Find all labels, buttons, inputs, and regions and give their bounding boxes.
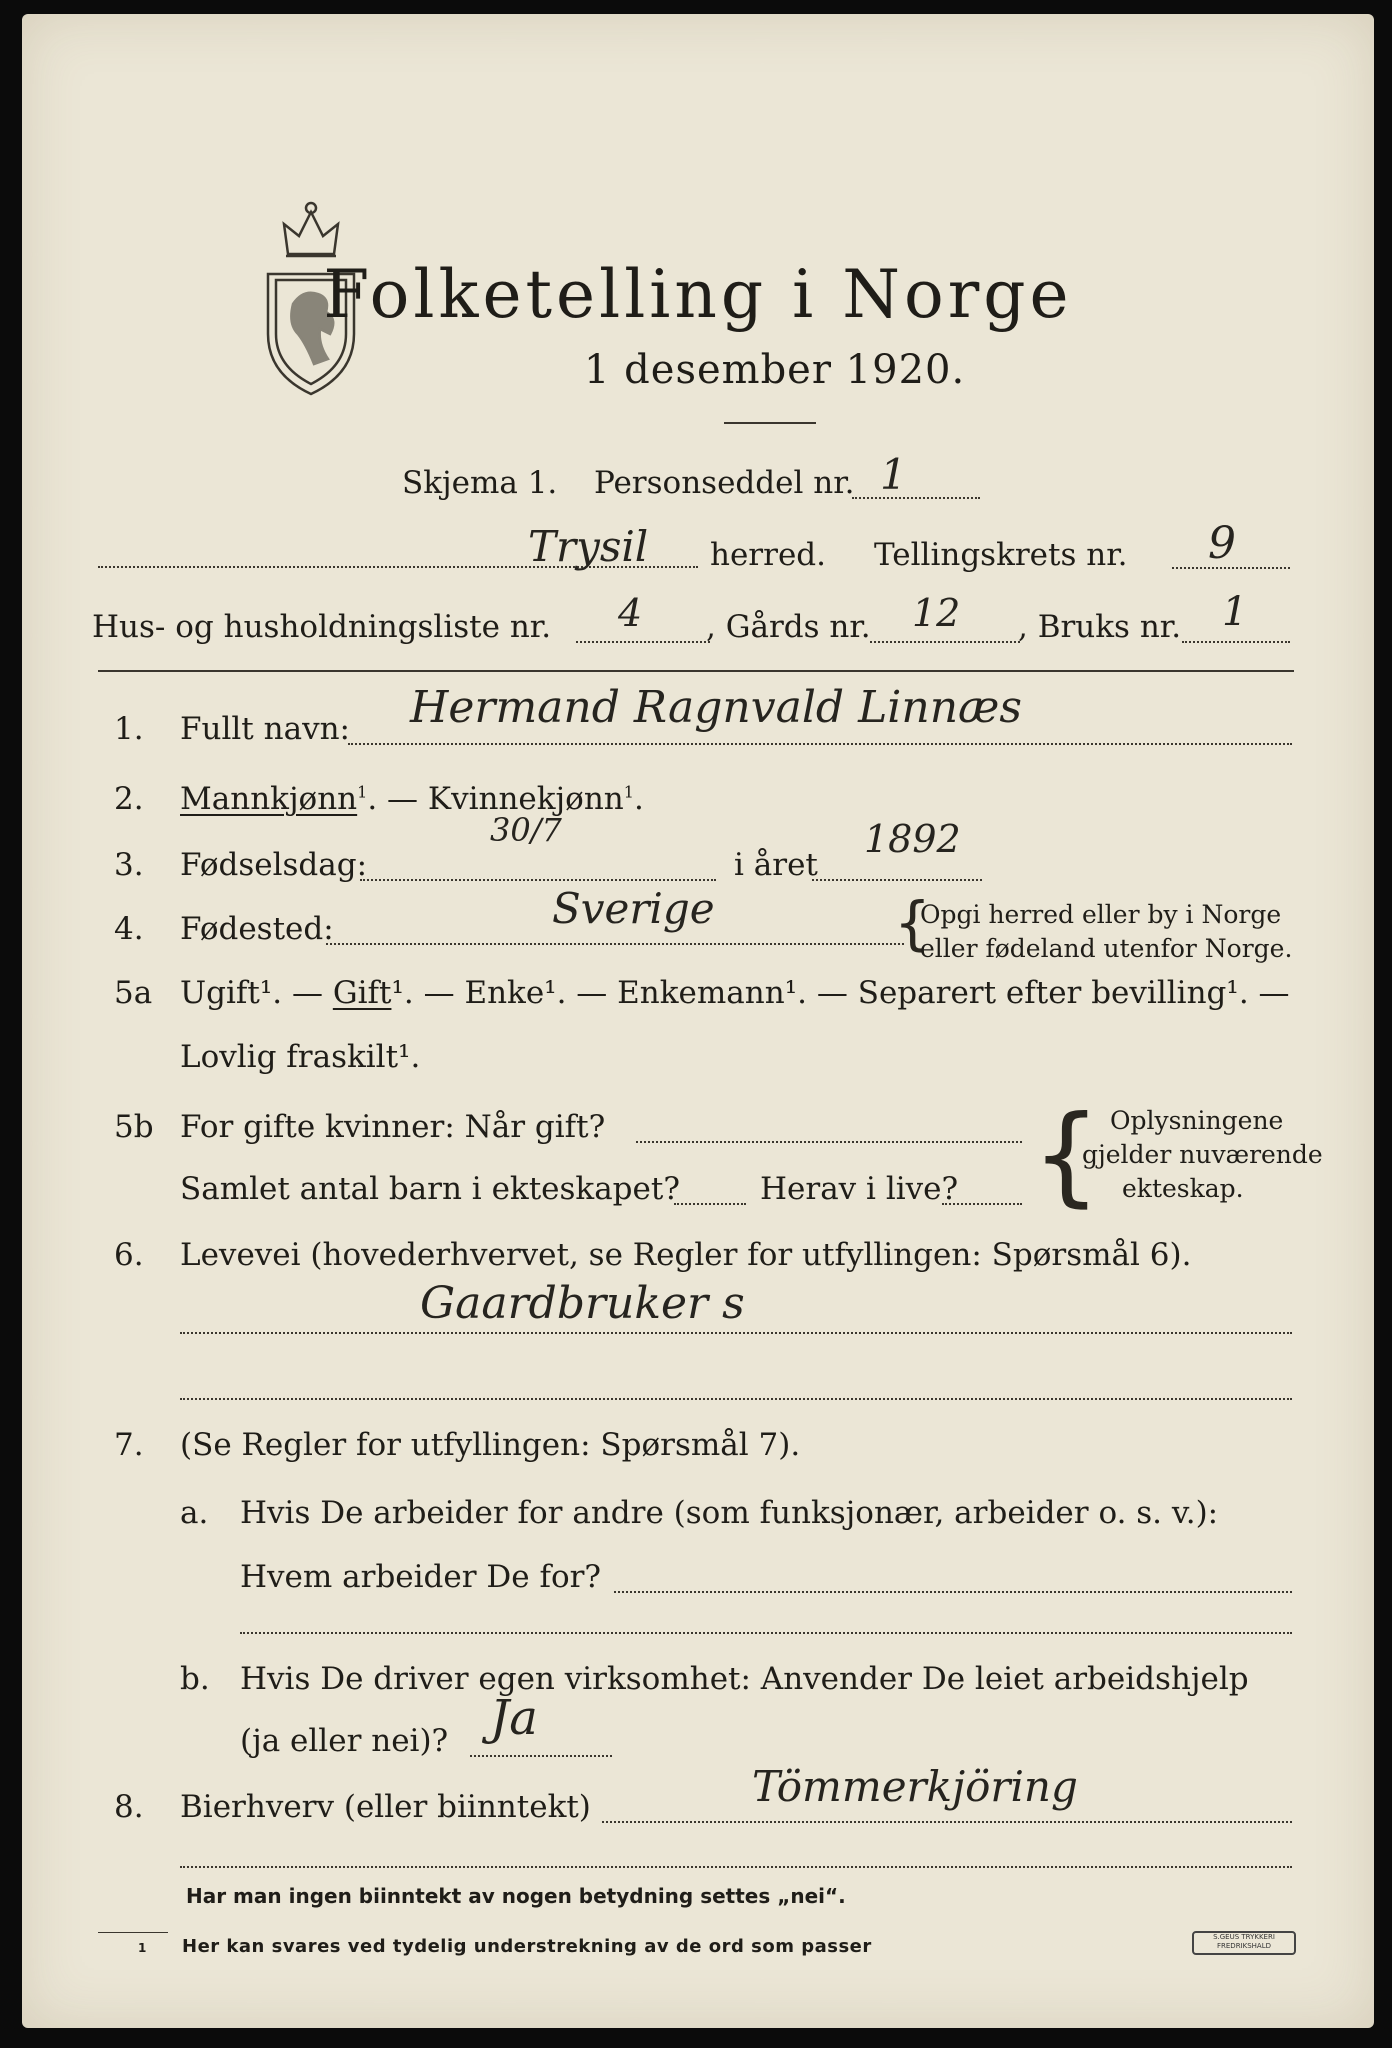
q5b-note-2: gjelder nuværende <box>1082 1140 1323 1169</box>
separator: . <box>633 781 644 817</box>
bruks-value[interactable]: 1 <box>1222 589 1248 635</box>
q6-line-2 <box>180 1398 1292 1400</box>
q5b-note-3: ekteskap. <box>1122 1174 1244 1203</box>
q1-number: 1. <box>114 711 144 747</box>
q8-label: Bierhverv (eller biinntekt) <box>180 1789 591 1825</box>
q5b-number: 5b <box>114 1109 154 1145</box>
q3-number: 3. <box>114 847 144 883</box>
census-form-sheet <box>22 14 1374 2028</box>
q5b-note-1: Oplysningene <box>1110 1106 1284 1135</box>
q7a-line-2 <box>240 1632 1292 1634</box>
title-divider <box>724 422 816 424</box>
q4-label: Fødested: <box>180 911 334 947</box>
q4-note-2: eller fødeland utenfor Norge. <box>920 934 1293 963</box>
q4-number: 4. <box>114 911 144 947</box>
q8-number: 8. <box>114 1789 144 1825</box>
separator: . — <box>367 781 428 817</box>
q5b-label-3: Herav i live? <box>760 1171 959 1207</box>
form-title-block <box>22 256 1374 333</box>
q1-line <box>348 743 1292 745</box>
birth-year-value[interactable]: 1892 <box>864 817 961 861</box>
herred-label: herred. <box>710 537 826 573</box>
q2-sex-options <box>180 781 644 817</box>
husliste-value[interactable]: 4 <box>618 591 643 635</box>
census-date: 1 desember 1920. <box>584 347 966 393</box>
q5b-line-2 <box>674 1203 746 1205</box>
hired-help-value[interactable]: Ja <box>490 1690 538 1746</box>
year-line <box>812 879 982 881</box>
q6-number: 6. <box>114 1237 144 1273</box>
q7b-text-2: (ja eller nei)? <box>240 1723 449 1759</box>
q3-label: Fødselsdag: <box>180 847 368 883</box>
footnote-divider <box>98 1932 168 1933</box>
q7a-line-1 <box>614 1591 1292 1593</box>
option-married[interactable]: Gift <box>332 975 392 1011</box>
separator: ¹. — <box>784 975 858 1011</box>
personseddel-label: Personseddel nr. <box>594 465 855 501</box>
occupation-value[interactable]: Gaardbruker s <box>420 1278 745 1329</box>
q7-label: (Se Regler for utfyllingen: Spørsmål 7). <box>180 1427 801 1463</box>
q7-number: 7. <box>114 1427 144 1463</box>
personseddel-value[interactable]: 1 <box>880 450 907 499</box>
section-divider <box>98 670 1294 672</box>
q5a-options-cont <box>180 1039 421 1075</box>
footnote-mark: 1 <box>138 1941 147 1955</box>
q3-line <box>360 879 716 881</box>
q4-brace: { <box>894 889 931 957</box>
schema-label: Skjema 1. <box>402 465 558 501</box>
birthplace-value[interactable]: Sverige <box>552 884 715 933</box>
q7a-text: Hvis De arbeider for andre (som funksjonær, arbeider o. s. v.): <box>240 1495 1219 1531</box>
herred-value[interactable]: Trysil <box>528 522 649 571</box>
q5a-number: 5a <box>114 975 153 1011</box>
separator: ¹. — <box>391 975 465 1011</box>
q1-label: Fullt navn: <box>180 711 350 747</box>
q5b-line-3 <box>942 1203 1022 1205</box>
q5b-label: For gifte kvinner: Når gift? <box>180 1109 606 1145</box>
q7b-text: Hvis De driver egen virksomhet: Anvender De leiet arbeidshjelp <box>240 1661 1249 1697</box>
q8-line-2 <box>180 1866 1292 1868</box>
q2-number: 2. <box>114 781 144 817</box>
q5b-brace: { <box>1032 1093 1101 1218</box>
q7b-line <box>470 1755 612 1757</box>
husliste-label: Hus- og husholdningsliste nr. <box>92 609 552 645</box>
husliste-line <box>576 641 710 643</box>
gards-line <box>870 641 1020 643</box>
side-income-value[interactable]: Tömmerkjöring <box>752 1762 1078 1811</box>
q6-line-1 <box>180 1332 1292 1334</box>
footnote-text: Her kan svares ved tydelig understrekning av de ord som passer <box>182 1936 872 1957</box>
q8-line-1 <box>602 1821 1292 1823</box>
year-label: i året <box>734 847 818 883</box>
option-male[interactable]: Mannkjønn <box>180 781 358 817</box>
q7a-letter: a. <box>180 1495 209 1531</box>
q7a-text-2: Hvem arbeider De for? <box>240 1559 602 1595</box>
option-unmarried[interactable]: Ugift <box>180 975 260 1011</box>
separator: ¹. <box>398 1039 421 1075</box>
page-title: Folketelling i Norge <box>323 256 1073 333</box>
option-female[interactable]: Kvinnekjønn <box>427 781 624 817</box>
stamp-line-1: S.GEUS TRYKKERI <box>1213 1933 1275 1941</box>
printer-stamp <box>1192 1931 1296 1955</box>
bruks-label: , Bruks nr. <box>1018 609 1182 645</box>
separator: ¹. — <box>1226 975 1290 1011</box>
gards-value[interactable]: 12 <box>912 591 961 635</box>
separator: ¹. — <box>544 975 618 1011</box>
footnote-ref: 1 <box>623 782 634 802</box>
q6-label: Levevei (hovederhvervet, se Regler for utfyllingen: Spørsmål 6). <box>180 1237 1192 1273</box>
option-widower[interactable]: Enkemann <box>617 975 785 1011</box>
option-separated[interactable]: Separert efter bevilling <box>857 975 1227 1011</box>
option-widow[interactable]: Enke <box>464 975 545 1011</box>
q5b-label-2: Samlet antal barn i ekteskapet? <box>180 1171 680 1207</box>
q7b-letter: b. <box>180 1661 210 1697</box>
full-name-value[interactable]: Hermand Ragnvald Linnæs <box>410 682 1022 733</box>
tellingskrets-label: Tellingskrets nr. <box>874 537 1128 573</box>
q5a-options <box>180 975 1290 1011</box>
birthdate-value[interactable]: 30/7 <box>490 811 562 849</box>
stamp-line-2: FREDRIKSHALD <box>1216 1942 1271 1950</box>
q4-note-1: Opgi herred eller by i Norge <box>920 900 1282 929</box>
q5b-line-1 <box>636 1141 1022 1143</box>
q4-line <box>326 943 904 945</box>
footnote-ref: 1 <box>357 782 368 802</box>
tellingskrets-value[interactable]: 9 <box>1208 518 1236 569</box>
gards-label: , Gårds nr. <box>706 609 871 645</box>
personseddel-line <box>852 497 980 499</box>
separator: ¹. — <box>259 975 333 1011</box>
option-divorced[interactable]: Lovlig fraskilt <box>180 1039 399 1075</box>
bruks-line <box>1182 641 1290 643</box>
footer-note: Har man ingen biinntekt av nogen betydning settes „nei“. <box>186 1884 846 1908</box>
